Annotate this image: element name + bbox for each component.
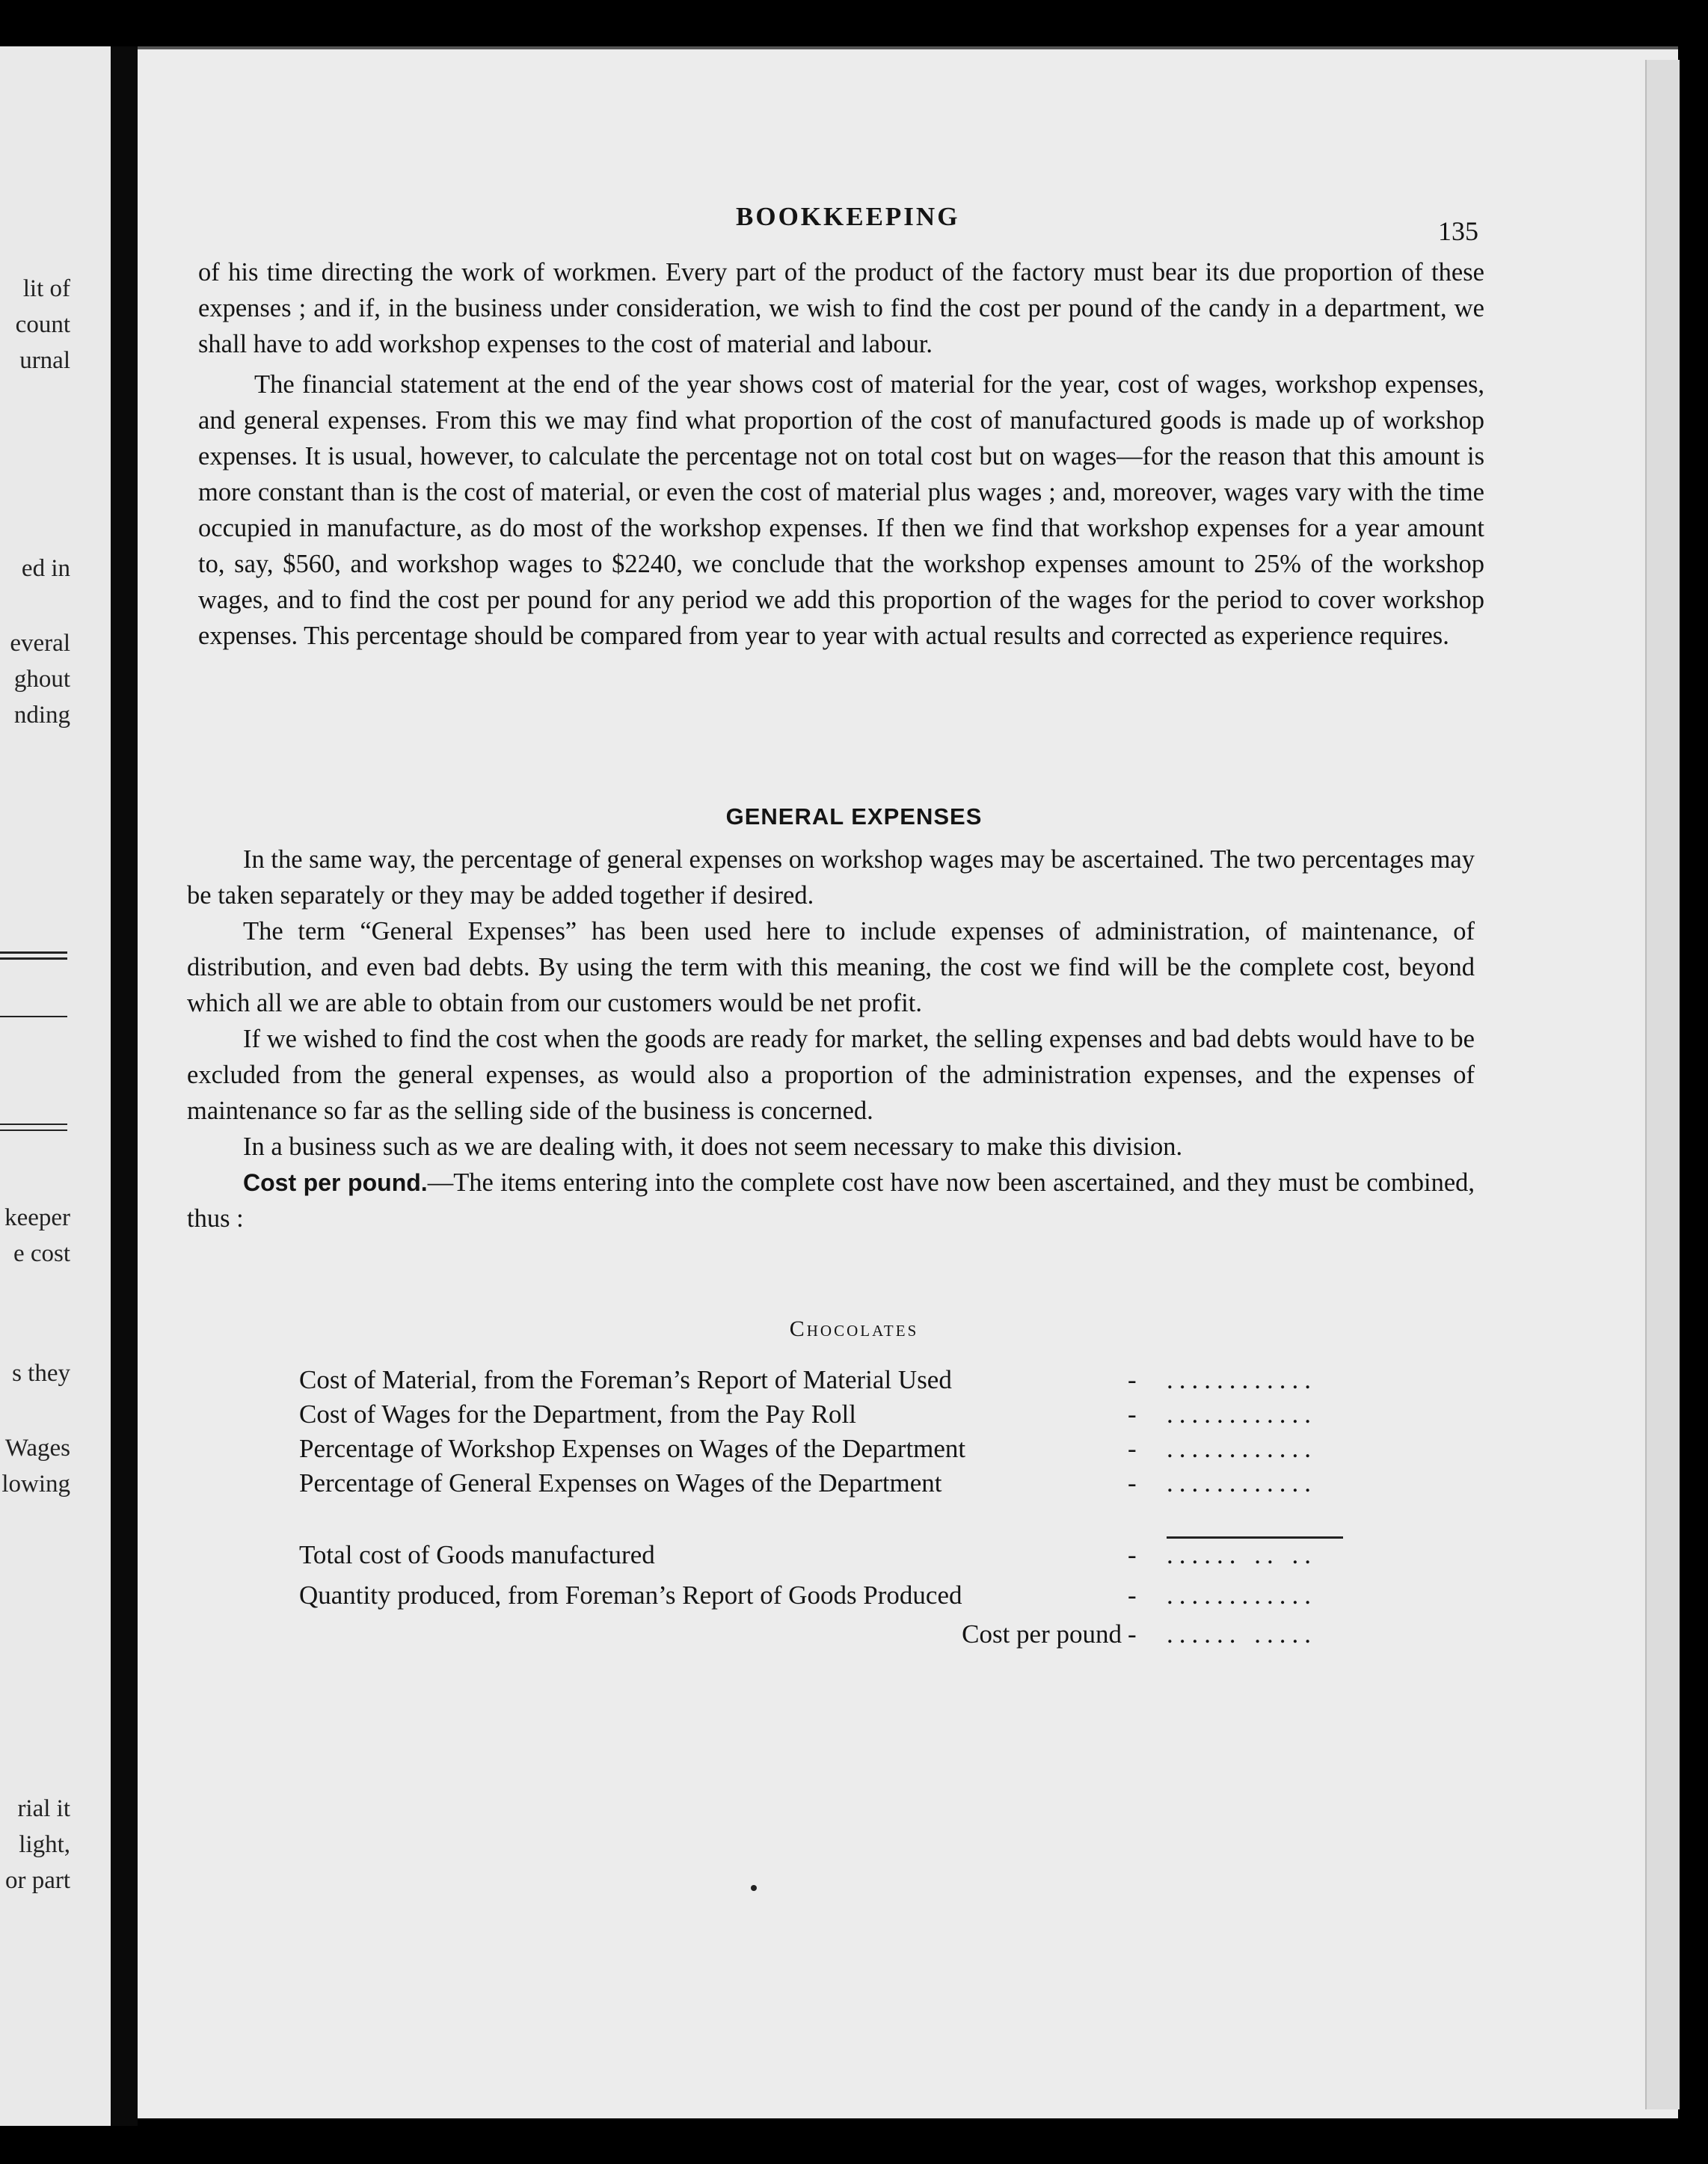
row-dash: - (1128, 1365, 1137, 1394)
left-page-fragment: or part (4, 1867, 70, 1894)
table-row (299, 1578, 1361, 1613)
paragraph: In a business such as we are dealing with, it does not seem necessary to make this division. (243, 1132, 1183, 1161)
row-dots: ............ (1167, 1581, 1317, 1610)
paragraph: The term “General Expenses” has been used here to include expenses of administration, of maintenance, of distribution, and even bad debts. By using the term with this meaning, the cost we find will be the complete cost, beyond which all we are able to obtain from our customers would be net profit. (187, 917, 1475, 1017)
page-edge (1645, 60, 1680, 2109)
table-row (299, 1363, 1361, 1397)
table-row (299, 1466, 1361, 1501)
page-number: 135 (1438, 216, 1478, 246)
row-dots: ............ (1167, 1468, 1317, 1498)
left-page-fragment: nding (13, 702, 70, 729)
row-dash: - (1128, 1581, 1137, 1610)
left-page-fragment: light, (19, 1831, 70, 1858)
cost-paragraph-text: —The items entering into the complete cost have now been ascertained, and they must be combined, thus : (187, 1168, 1475, 1233)
row-dash: - (1128, 1400, 1137, 1429)
paragraph: of his time directing the work of workmen. Every part of the product of the factory must bear its due proportion of these expenses ; and if, in the business under consideration, we wish to find the cost per pound of the candy in a department, we shall have to add workshop expenses to the cost of material and labour. (198, 258, 1484, 358)
left-page-rule (0, 1016, 67, 1017)
body-text-top (198, 254, 1484, 654)
run-in-heading: Cost per pound. (243, 1169, 428, 1196)
ink-speck (751, 1885, 757, 1891)
row-dash: - (1128, 1468, 1137, 1498)
row-dots: ...... .. .. (1167, 1540, 1317, 1569)
row-dash: - (1128, 1434, 1137, 1463)
row-dots: ............ (1167, 1434, 1317, 1463)
left-page-rule (0, 957, 67, 960)
row-label: Percentage of General Expenses on Wages of the Department (299, 1468, 942, 1498)
row-label: Total cost of Goods manufactured (299, 1540, 655, 1569)
left-page-fragment: lit of (22, 275, 70, 302)
left-page-rule (0, 951, 67, 954)
top-border (138, 46, 1678, 60)
left-page-fragment: keeper (4, 1204, 70, 1231)
row-dots: ...... ..... (1167, 1619, 1317, 1649)
row-label: Cost of Material, from the Foreman’s Report of Material Used (299, 1365, 952, 1394)
table-row (299, 1432, 1361, 1466)
row-dash: - (1128, 1619, 1137, 1649)
left-page-fragment: everal (10, 630, 70, 657)
row-label: Percentage of Workshop Expenses on Wages of the Department (299, 1434, 966, 1463)
book-spine (111, 46, 138, 2126)
left-page-fragment: lowing (1, 1471, 70, 1498)
row-label: Quantity produced, from Foreman’s Report of Goods Produced (299, 1581, 962, 1610)
left-page-rule (0, 1124, 67, 1125)
paragraph: In the same way, the percentage of general expenses on workshop wages may be ascertained. The two percentages may be taken separately or they may be added together if desired. (187, 845, 1475, 910)
running-head: BOOKKEEPING (736, 202, 960, 231)
left-page-rule (0, 1129, 67, 1131)
section-heading: GENERAL EXPENSES (725, 803, 983, 830)
row-label: Cost of Wages for the Department, from the Pay Roll (299, 1400, 856, 1429)
body-text-bottom (187, 842, 1475, 1236)
row-dots: ............ (1167, 1365, 1317, 1394)
left-page-fragment: ghout (13, 666, 70, 693)
paragraph: The financial statement at the end of the year shows cost of material for the year, cost of wages, workshop expenses, and general expenses. From this we may find what proportion of the cost of manufactured goods is made up of workshop expenses. It is usual, however, to calculate the percentage not on total cost but on wages—for the reason that this amount is more constant than is the cost of material, or even the cost of material plus wages ; and, moreover, wages vary with the time occupied in manufacture, as do most of the workshop expenses. If then we find that workshop expenses for a year amount to, say, $560, and workshop wages to $2240, we conclude that the workshop expenses amount to 25% of the workshop wages, and to find the cost per pound for any period we add this proportion of the wages for the period to cover workshop expenses. This percentage should be compared from year to year with actual results and corrected as experience requires. (198, 370, 1484, 650)
left-page-fragment: Wages (4, 1435, 70, 1462)
table-row (299, 1538, 1361, 1572)
table-row (299, 1617, 1361, 1652)
left-page-fragment: urnal (19, 347, 70, 374)
table-row (299, 1397, 1361, 1432)
left-page-fragment: e cost (13, 1240, 70, 1267)
left-page-fragment: count (15, 311, 70, 338)
row-dash: - (1128, 1540, 1137, 1569)
left-page-fragment: ed in (21, 555, 70, 582)
table-title: Chocolates (789, 1317, 919, 1341)
left-facing-page (0, 46, 111, 2126)
left-page-fragment: rial it (17, 1795, 70, 1822)
cost-paragraph (187, 1165, 1475, 1236)
row-dots: ............ (1167, 1400, 1317, 1429)
paragraph: If we wished to find the cost when the goods are ready for market, the selling expenses and bad debts would have to be excluded from the general expenses, as would also a proportion of the administration expenses, and the expenses of maintenance so far as the selling side of the business is concerned. (187, 1025, 1475, 1125)
left-page-fragment: s they (12, 1360, 70, 1387)
row-label: Cost per pound (962, 1619, 1122, 1649)
